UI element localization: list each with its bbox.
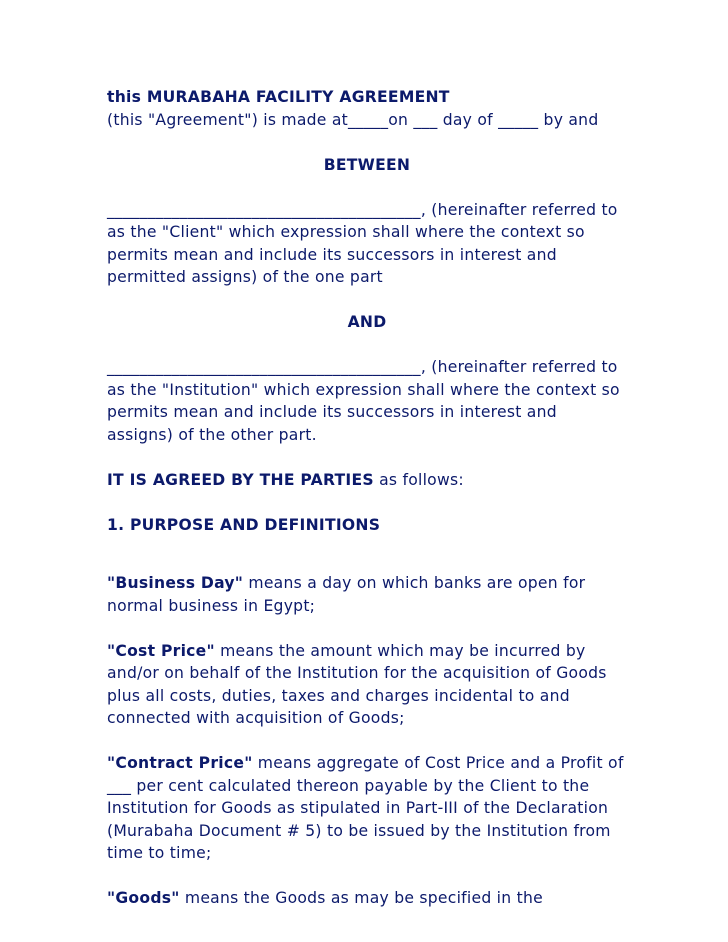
definition-business-day: [107, 572, 627, 617]
institution-name-blank: _______________________________________,: [107, 358, 427, 376]
between-heading: BETWEEN: [323, 155, 411, 174]
definition-text: means aggregate of Cost Price and a Profit of ___ per cent calculated thereon payable by the Client to the Institution for Goods as stipulated in Part-III of the Declaration (Murabaha Document # 5) to be issued by the Institution from time to time;: [107, 754, 624, 862]
agreed-bold-text: IT IS AGREED BY THE PARTIES: [107, 470, 374, 489]
agreement-intro: (this "Agreement") is made at_____on ___ day of _____ by and: [107, 110, 599, 129]
definition-term: "Contract Price": [107, 754, 253, 772]
and-heading: AND: [347, 313, 387, 331]
definition-goods: [107, 887, 627, 910]
section-heading: 1. PURPOSE AND DEFINITIONS: [107, 515, 381, 534]
client-party-text: (hereinafter referred to as the "Client" which expression shall where the context so permits mean and include its successors in interest and permitted assigns) of the one part: [107, 200, 618, 286]
client-name-blank: _______________________________________,: [107, 200, 427, 219]
definition-term: "Business Day": [107, 574, 244, 592]
agreed-paragraph: [107, 469, 627, 492]
definition-text: means a day on which banks are open for normal business in Egypt;: [107, 574, 586, 615]
agreed-rest-text: as follows:: [373, 470, 464, 489]
institution-party-paragraph: [107, 356, 627, 446]
definition-text: means the Goods as may be specified in the: [179, 889, 543, 907]
definition-cost-price: [107, 640, 627, 730]
definition-text: means the amount which may be incurred by and/or on behalf of the Institution for the acquisition of Goods plus all costs, duties, taxes and charges incidental to and connected with acquisition of Goods;: [107, 641, 607, 727]
definition-term: "Cost Price": [107, 641, 215, 660]
client-party-paragraph: [107, 199, 627, 289]
definition-contract-price: [107, 752, 627, 865]
institution-party-text: (hereinafter referred to as the "Institution" which expression shall where the context so permits mean and include its successors in interest and assigns) of the other part.: [107, 358, 620, 444]
agreement-title-block: [107, 86, 627, 131]
definition-term: "Goods": [107, 889, 180, 907]
agreement-title: this MURABAHA FACILITY AGREEMENT: [107, 88, 450, 106]
document-page: [107, 86, 627, 910]
